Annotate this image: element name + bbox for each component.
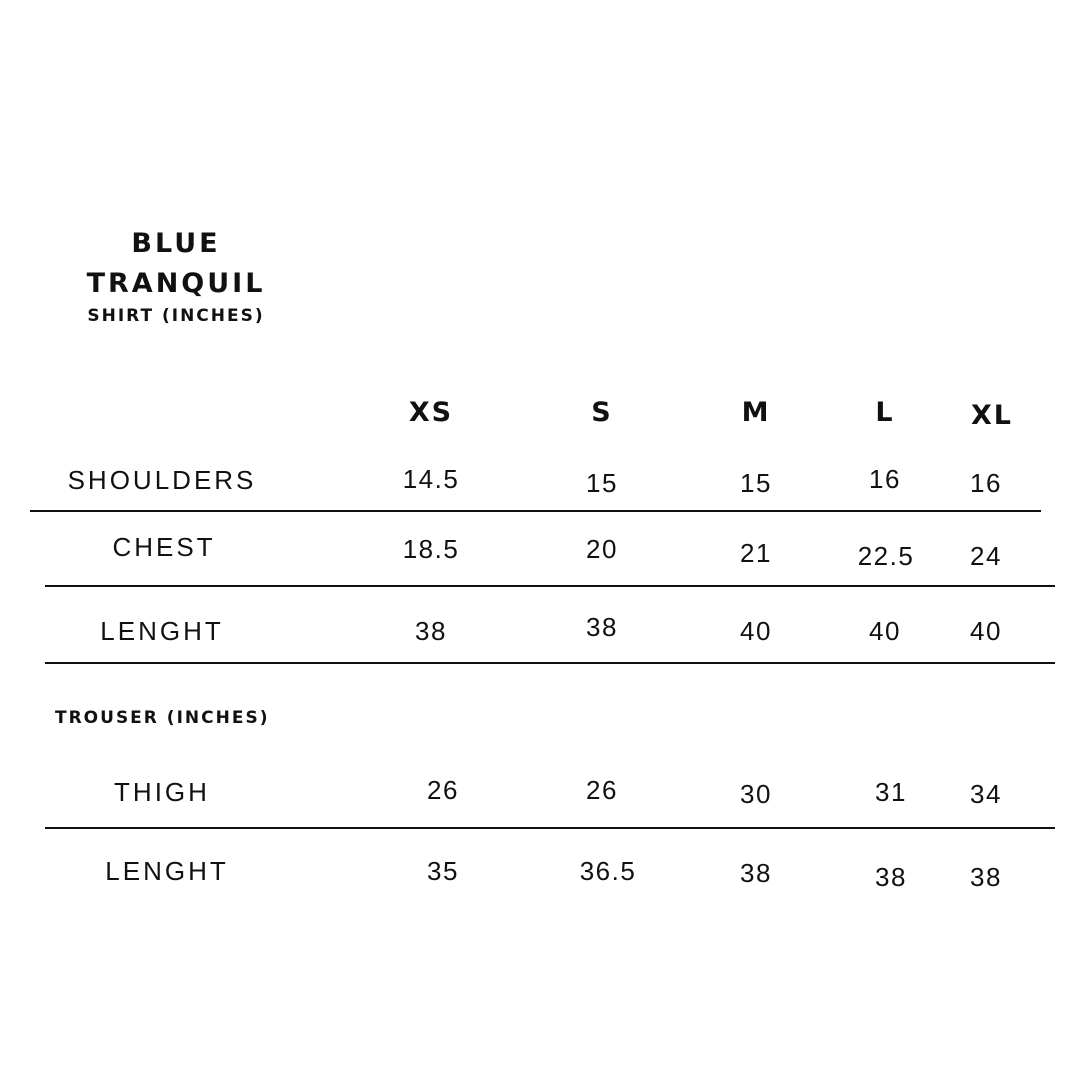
- cell-shirt-length-m: 40: [740, 616, 772, 646]
- cell-shoulders-xs: 14.5: [402, 464, 460, 494]
- row-divider: [45, 827, 1055, 829]
- cell-thigh-m: 30: [740, 779, 772, 809]
- cell-thigh-l: 31: [875, 777, 907, 807]
- cell-thigh-xs: 26: [427, 775, 459, 805]
- cell-shoulders-m: 15: [740, 468, 772, 498]
- size-header-m: M: [741, 397, 771, 428]
- row-label-shoulders: SHOULDERS: [67, 465, 257, 495]
- size-header-xl: XL: [970, 400, 1014, 431]
- size-header-l: L: [875, 397, 895, 428]
- cell-shirt-length-s: 38: [586, 612, 618, 642]
- shirt-section-label: SHIRT (INCHES): [87, 306, 265, 326]
- row-label-chest: CHEST: [112, 532, 216, 562]
- row-divider: [45, 662, 1055, 664]
- cell-trouser-length-xl: 38: [970, 862, 1002, 892]
- cell-shirt-length-l: 40: [869, 616, 901, 646]
- product-title-line-2: TRANQUIL: [86, 268, 266, 299]
- row-label-shirt-length: LENGHT: [100, 616, 224, 646]
- cell-chest-m: 21: [740, 538, 772, 568]
- cell-shirt-length-xl: 40: [970, 616, 1002, 646]
- cell-shirt-length-xs: 38: [415, 616, 447, 646]
- size-header-s: S: [591, 397, 613, 428]
- cell-chest-s: 20: [586, 534, 618, 564]
- cell-trouser-length-l: 38: [875, 862, 907, 892]
- cell-shoulders-s: 15: [586, 468, 618, 498]
- row-label-trouser-length: LENGHT: [105, 856, 229, 886]
- cell-chest-xl: 24: [970, 541, 1002, 571]
- row-divider: [45, 585, 1055, 587]
- product-title-line-1: BLUE: [131, 228, 221, 259]
- cell-shoulders-l: 16: [869, 464, 901, 494]
- cell-thigh-xl: 34: [970, 779, 1002, 809]
- cell-chest-l: 22.5: [857, 541, 915, 571]
- row-divider: [30, 510, 1041, 512]
- cell-chest-xs: 18.5: [402, 534, 460, 564]
- trouser-section-label: TROUSER (INCHES): [55, 708, 270, 728]
- cell-trouser-length-xs: 35: [427, 856, 459, 886]
- row-label-thigh: THIGH: [114, 777, 210, 807]
- size-header-xs: XS: [408, 397, 454, 428]
- cell-thigh-s: 26: [586, 775, 618, 805]
- cell-shoulders-xl: 16: [970, 468, 1002, 498]
- cell-trouser-length-m: 38: [740, 858, 772, 888]
- cell-trouser-length-s: 36.5: [579, 856, 637, 886]
